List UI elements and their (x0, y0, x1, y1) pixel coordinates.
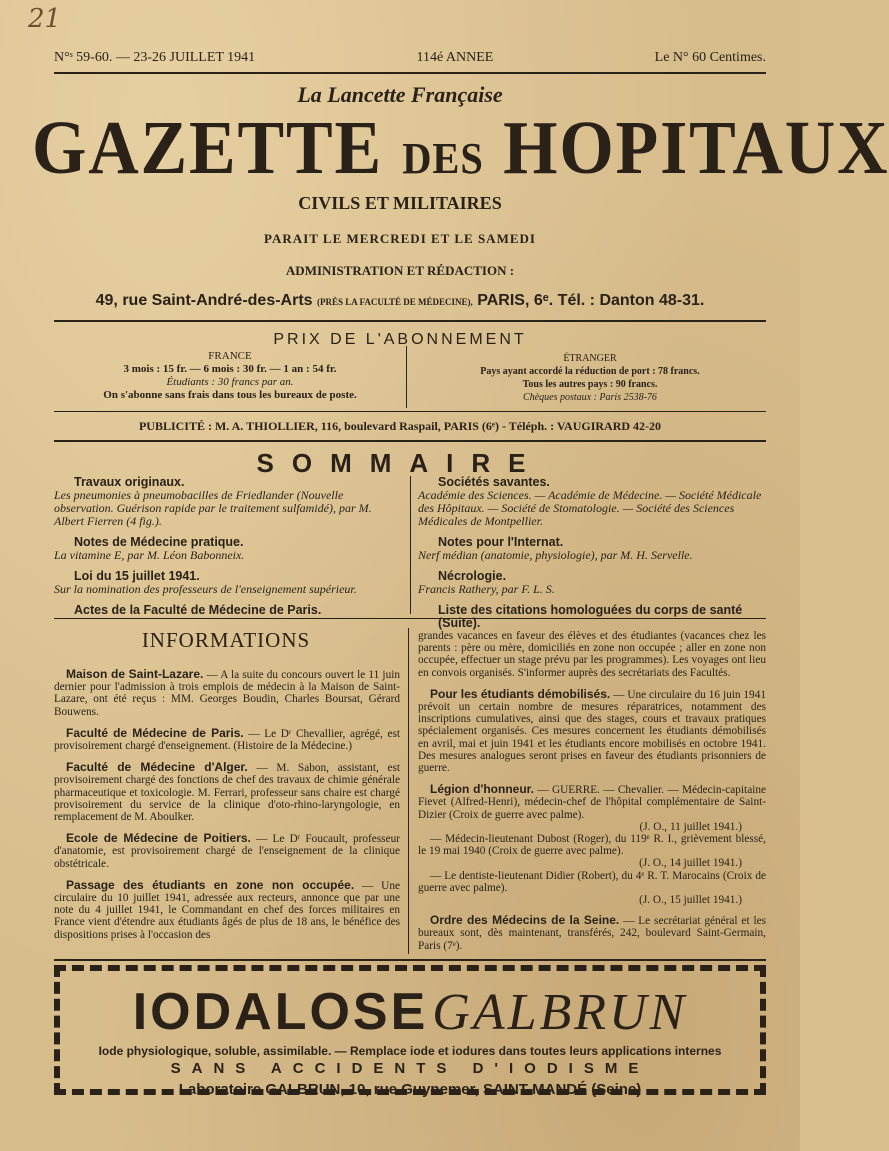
ad-headline (72, 983, 748, 1042)
info-heading: Ecole de Médecine de Poitiers. (66, 831, 251, 846)
info-text: — Médecin-lieutenant Dubost (Roger), du 119ᵉ R. I., grièvement blessé, le 19 mai 1940 (Croix de guerre avec palme). (418, 833, 766, 858)
journal-officiel-ref: (J. O., 14 juillet 1941.) (639, 857, 742, 870)
iodalose-advertisement (54, 965, 766, 1098)
toc-body: Nerf médian (anatomie, physiologie), par M. H. Servelle. (418, 548, 693, 562)
journal-officiel-ref: (J. O., 11 juillet 1941.) (639, 820, 742, 833)
france-prices: 3 mois : 15 fr. — 6 mois : 30 fr. — 1 an : 54 fr. (123, 363, 337, 375)
sommaire-rule (54, 618, 766, 619)
info-heading: Faculté de Médecine de Paris. (66, 725, 244, 740)
toc-heading: Actes de la Faculté de Médecine de Paris. (74, 603, 322, 617)
etranger-other: Tous les autres pays : 90 francs. (522, 379, 658, 390)
address-rule (54, 320, 766, 322)
toc-body: Francis Rathery, par F. L. S. (418, 582, 555, 596)
info-text: — M. Sabon, assistant, est provisoirement chargé des fonctions de chef des travaux de chimie générale pharmaceutique et toxicologie. M. Ferrari, professeur sans chaire est chargé provisoirement du service de la clinique d'oto-rhino-laryngologie, en remplacement de M. Aboulker. (54, 762, 400, 824)
toc-heading: Travaux originaux. (74, 475, 185, 489)
address-street: 49, rue Saint-André-des-Arts (95, 292, 313, 309)
info-text: — GUERRE. — Chevalier. — Médecin-capitaine Fievet (Alfred-Henri), médecin-chef de l'hôpital complémentaire de Saint-Dizier (Croix de guerre avec palme). (418, 784, 767, 821)
address-near: (PRÈS LA FACULTÉ DE MÉDECINE), (317, 297, 473, 307)
info-text: — Le dentiste-lieutenant Didier (Robert), du 4ᵉ R. T. Marocains (Croix de guerre avec palme). (418, 869, 766, 894)
info-item (54, 761, 400, 823)
publicite-line: PUBLICITÉ : M. A. THIOLLIER, 116, boulevard Raspail, PARIS (6ᵉ) - Téléph. : VAUGIRARD 42-20 (138, 419, 662, 433)
informations-divider (408, 628, 409, 954)
publication-days: PARAIT LE MERCREDI ET LE SAMEDI (264, 231, 536, 246)
info-item (418, 783, 766, 821)
info-item (54, 832, 400, 870)
address-city: PARIS, 6ᵉ. (477, 292, 554, 309)
info-heading: Légion d'honneur. (430, 782, 535, 797)
france-heading: FRANCE (208, 350, 252, 362)
masthead (32, 106, 889, 199)
ad-description: Iode physiologique, soluble, assimilable. — Remplace iode et iodures dans toutes leurs applications internes (98, 1044, 722, 1058)
info-heading: Faculté de Médecine d'Alger. (66, 760, 248, 775)
info-text: — A la suite du concours ouvert le 11 juin dernier pour l'admission à trois emplois de médecin à la Maison de Saint-Lazare, ont été reçus : MM. Georges Boudin, Charles Boursat, Gérard Bouwens. (54, 669, 401, 718)
year-label: 114é ANNEE (416, 50, 494, 65)
top-rule (54, 72, 766, 74)
ad-maker: GALBRUN (432, 984, 688, 1041)
address-tel: Tél. : Danton 48-31. (557, 292, 705, 309)
france-students: Étudiants : 30 francs par an. (166, 376, 294, 388)
sommaire-title: SOMMAIRE (256, 448, 544, 478)
informations-left-column (54, 668, 400, 950)
toc-heading: Loi du 15 juillet 1941. (74, 569, 200, 583)
publicite-rule-top (54, 411, 766, 412)
info-item (54, 668, 400, 718)
sommaire-right (418, 476, 763, 630)
toc-body: Sur la nomination des professeurs de l'enseignement supérieur. (54, 582, 357, 596)
sommaire-left (54, 476, 404, 617)
info-text: — Le Dʳ Foucault, professeur d'anatomie, est provisoirement chargé de l'enseignement de la clinique obstétricale. (54, 833, 400, 870)
masthead-des: DES (402, 134, 484, 183)
publicite-rule-bottom (54, 440, 766, 442)
toc-body: La vitamine E, par M. Léon Babonneix. (54, 548, 245, 562)
etranger-cheques: Chèques postaux : Paris 2538-76 (523, 392, 657, 403)
ad-content (72, 983, 748, 1098)
toc-heading: Notes de Médecine pratique. (74, 535, 244, 549)
subtitle: La Lancette Française (297, 82, 503, 107)
toc-heading: Notes pour l'Internat. (438, 535, 564, 549)
info-text: — Le secrétariat général et les bureaux sont, dès maintenant, transférés, 242, boulevard Saint-Germain, Paris (7ᵉ). (418, 915, 766, 952)
toc-body: Académie des Sciences. — Académie de Médecine. — Société Médicale des Hôpitaux. — Société de Stomatologie. — Société des Sciences Médicales de Montpellier. (418, 488, 762, 528)
info-heading: Passage des étudiants en zone non occupée. (66, 877, 355, 892)
info-heading: Maison de Saint-Lazare. (66, 667, 204, 681)
info-item (54, 727, 400, 752)
abonnement-france (70, 350, 390, 402)
info-text: — Le Dʳ Chevallier, agrégé, est provisoirement chargé d'enseignement. (Histoire de la Médecine.) (54, 727, 401, 753)
france-note: On s'abonne sans frais dans tous les bureaux de poste. (103, 389, 357, 401)
abonnement-divider (406, 346, 407, 408)
info-item (54, 879, 400, 941)
price-label: Le N° 60 Centimes. (654, 50, 766, 65)
etranger-heading: ÉTRANGER (563, 353, 617, 364)
informations-right-column (418, 630, 766, 961)
info-item (418, 914, 766, 952)
journal-officiel-ref: (J. O., 15 juillet 1941.) (639, 894, 742, 907)
masthead-word-1: GAZETTE (32, 106, 383, 190)
abonnement-etranger (440, 352, 740, 404)
toc-heading: Nécrologie. (438, 569, 507, 583)
handwritten-folio: 21 (28, 4, 62, 34)
info-heading: Ordre des Médecins de la Seine. (430, 913, 620, 928)
issue-number: N°ˢ 59-60. — 23-26 JUILLET 1941 (54, 50, 256, 65)
info-text: — Une circulaire du 10 juillet 1941, adressée aux recteurs, annonce que par une note du 4 juillet 1941, le Commandant en chef des forces militaires en France vient d'étendre aux étudiants âgés de plus de 18 ans, le bénéfice des dispositions prises à l'occasion des (54, 879, 400, 941)
ad-slogan: SANS ACCIDENTS D'IODISME (170, 1060, 650, 1077)
info-heading: Pour les étudiants démobilisés. (430, 686, 611, 701)
civils-militaires: CIVILS ET MILITAIRES (298, 193, 502, 213)
info-continuation: grandes vacances en faveur des élèves et des étudiantes (vacances chez les parents : père ou mère, domiciliés en zone non occupée ; aller en zone non occupée, effectuer un stage prévu par les programmes). Les voyages ont lieu en convois organisés. S'informer auprès des secrétariats des Facultés. (418, 630, 766, 679)
abonnement-title: PRIX DE L'ABONNEMENT (273, 331, 527, 348)
toc-heading: Sociétés savantes. (438, 475, 550, 489)
masthead-word-2: HOPITAUX (503, 106, 889, 190)
address-line (0, 292, 800, 310)
informations-rule (54, 959, 766, 961)
toc-heading: Liste des citations homologuées du corps de santé (Suite). (438, 603, 743, 630)
issue-line (54, 50, 766, 66)
toc-body: Les pneumonies à pneumobacilles de Friedlander (Nouvelle observation. Guérison rapide par le traitement sulfamidé), par M. Albert Fierren (4 fig.). (54, 488, 372, 528)
etranger-reduced: Pays ayant accordé la réduction de port : 78 francs. (480, 366, 700, 377)
sommaire-divider (410, 476, 411, 614)
ad-laboratory: Laboratoire GALBRUN, 10, rue Guynemer, SAINT-MANDÉ (Seine) (178, 1081, 642, 1098)
informations-title: INFORMATIONS (141, 628, 311, 652)
info-text: — Une circulaire du 16 juin 1941 prévoit un certain nombre de mesures réparatrices, notamment des inscriptions cumulatives, ainsi que des stages, cours et travaux pratiques spécialement organisés. Ces mesures concernent les étudiants démobilisés en avril, mai et juin 1941 et les étudiants encore mobilisés en octobre 1941. Des mesures analogues seront prises en faveur des étudiants prisonniers de guerre. (418, 688, 767, 775)
info-item (418, 688, 766, 774)
ad-brand: IODALOSE (132, 983, 429, 1041)
admin-heading: ADMINISTRATION ET RÉDACTION : (285, 263, 515, 278)
